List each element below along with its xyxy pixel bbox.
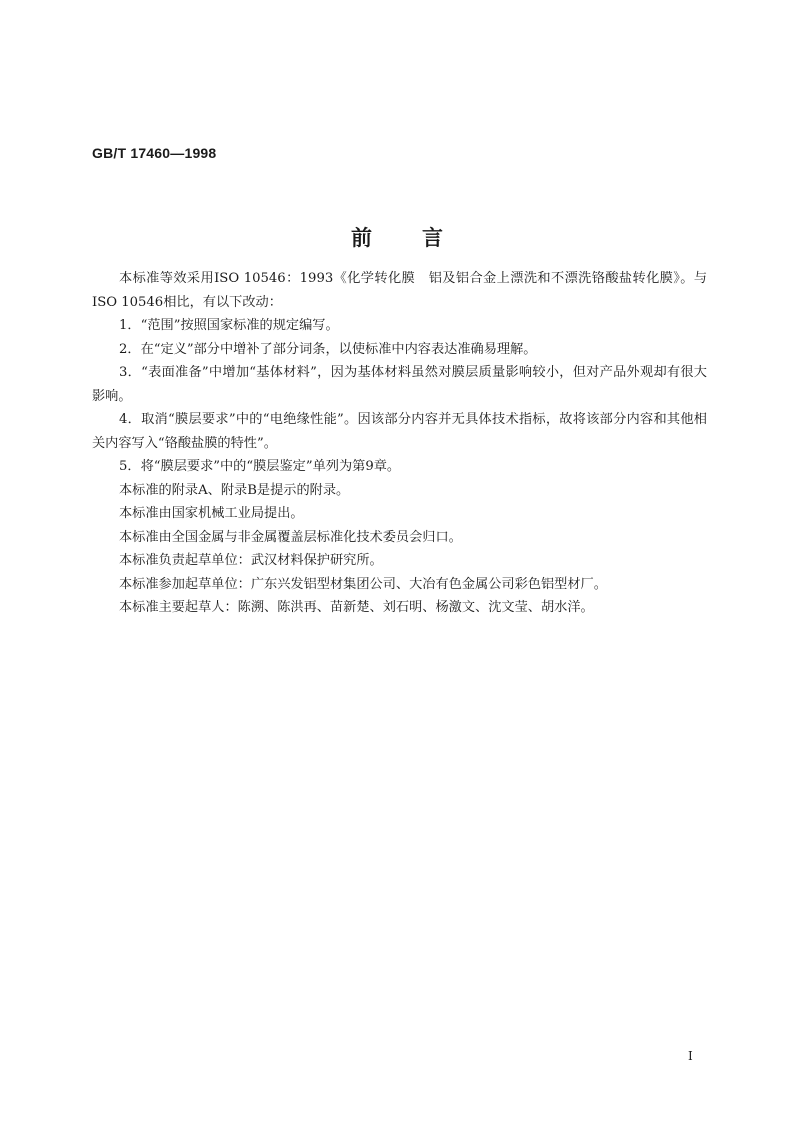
paragraph-intro: 本标准等效采用ISO 10546：1993《化学转化膜 铝及铝合金上漂洗和不漂洗铬酸盐转化膜》。与ISO 10546相比，有以下改动： <box>92 271 707 310</box>
paragraph-lead-drafter: 本标准负责起草单位：武汉材料保护研究所。 <box>119 553 383 568</box>
title-char-2: 言 <box>422 226 443 250</box>
paragraph-proposer: 本标准由国家机械工业局提出。 <box>119 506 304 521</box>
paragraph-participating-drafters: 本标准参加起草单位：广东兴发铝型材集团公司、大冶有色金属公司彩色铝型材厂。 <box>119 576 607 592</box>
paragraph-change-5: 5．将“膜层要求”中的“膜层鉴定”单列为第9章。 <box>119 459 401 474</box>
paragraph-change-3: 3．“表面准备”中增加“基体材料”，因为基体材料虽然对膜层质量影响较小，但对产品外观却有很大影响。 <box>92 365 707 404</box>
standard-code: GB/T 17460—1998 <box>92 145 217 161</box>
page-title <box>0 222 794 252</box>
paragraph-appendix: 本标准的附录A、附录B是提示的附录。 <box>119 482 350 498</box>
paragraph-change-1: 1．“范围”按照国家标准的规定编写。 <box>119 318 339 333</box>
paragraph-main-drafters: 本标准主要起草人：陈溯、陈洪再、苗新楚、刘石明、杨激文、沈文莹、胡水洋。 <box>119 600 594 615</box>
page-number: I <box>688 1049 693 1063</box>
paragraph-change-4: 4．取消“膜层要求”中的“电绝缘性能”。因该部分内容并无具体技术指标，故将该部分内容和其他相关内容写入“铬酸盐膜的特性”。 <box>92 412 707 451</box>
paragraph-committee: 本标准由全国金属与非金属覆盖层标准化技术委员会归口。 <box>119 529 462 545</box>
title-char-1: 前 <box>351 226 372 250</box>
foreword-body <box>92 267 707 620</box>
paragraph-change-2: 2．在“定义”部分中增补了部分词条，以使标准中内容表达准确易理解。 <box>119 341 537 357</box>
